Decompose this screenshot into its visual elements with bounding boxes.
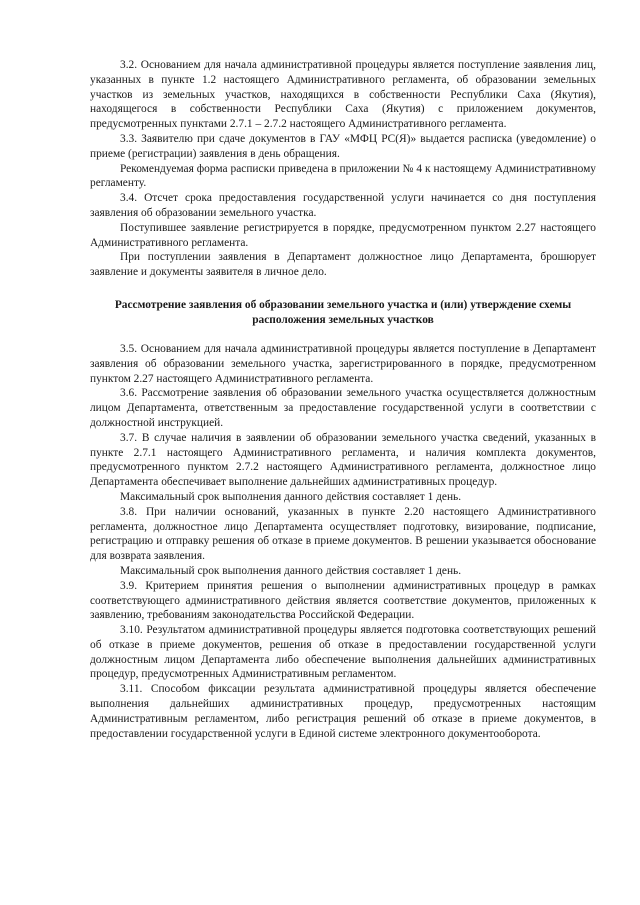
section-review	[90, 342, 596, 742]
paragraph-personal-file: При поступлении заявления в Департамент должностное лицо Департамента, брошюрует заявление и документы заявителя в личное дело.	[90, 251, 596, 279]
paragraph-3-11: 3.11. Способом фиксации результата административной процедуры является обеспечение выполнения дальнейших административных процедур, предусмотренных настоящим Административным регламентом, либо регистрация решений об отказе в приеме документов, в предоставлении государственной услуги в Единой системе электронного документооборота.	[90, 683, 596, 740]
paragraph-registration: Поступившее заявление регистрируется в порядке, предусмотренном пунктом 2.27 настоящего Административного регламента.	[90, 221, 596, 249]
paragraph-3-4: 3.4. Отсчет срока предоставления государственной услуги начинается со дня поступления заявления об образовании земельного участка.	[90, 192, 596, 219]
paragraph-3-5: 3.5. Основанием для начала административной процедуры является поступление в Департамент заявления об образовании земельного участка, зарегистрированного в порядке, предусмотренном пунктом 2.27 настоящего Административного регламента.	[90, 342, 596, 385]
paragraph-receipt-form: Рекомендуемая форма расписки приведена в приложении № 4 к настоящему Административному регламенту.	[90, 162, 596, 190]
paragraph-3-3: 3.3. Заявителю при сдаче документов в ГАУ «МФЦ РС(Я)» выдается расписка (уведомление) о приеме (регистрации) заявления в день обращения.	[90, 132, 596, 160]
paragraph-3-8: 3.8. При наличии оснований, указанных в пункте 2.20 настоящего Административного регламента, должностное лицо Департамента осуществляет подготовку, визирование, подписание, регистрацию и отправку решения об отказе в приеме документов. В решении указывается обоснование для возврата заявления.	[90, 505, 596, 563]
section-intake	[90, 58, 596, 280]
paragraph-max-term-1: Максимальный срок выполнения данного действия составляет 1 день.	[120, 490, 462, 503]
paragraph-3-6: 3.6. Рассмотрение заявления об образовании земельного участка осуществляется должностным лицом Департамента, ответственным за предоставление государственной услуги в соответствии с должностной инструкцией.	[90, 387, 596, 429]
paragraph-3-10: 3.10. Результатом административной процедуры является подготовка соответствующих решений об отказе в приеме документов, решения об отказе в предоставлении государственной услуги должностным лицом Департамента либо обеспечение выполнения дальнейших административных процедур, предусмотренных Административным регламентом.	[90, 624, 596, 681]
paragraph-max-term-2: Максимальный срок выполнения данного действия составляет 1 день.	[120, 564, 462, 577]
paragraph-3-7: 3.7. В случае наличия в заявлении об образовании земельного участка сведений, указанных в пункте 2.7.1 настоящего Административного регламента, и наличия комплекта документов, предусмотренного пунктом 2.7.2 настоящего Административного регламента, должностное лицо Департамента обеспечивает выполнение дальнейших административных процедур.	[90, 431, 596, 489]
section-heading: Рассмотрение заявления об образовании земельного участка и (или) утверждение схемы расположения земельных участков	[114, 298, 572, 326]
paragraph-3-9: 3.9. Критерием принятия решения о выполнении административных процедур в рамках соответствующего административного действия является соответствие документов, приложенных к заявлению, требованиям законодательства Российской Федерации.	[90, 579, 596, 622]
paragraph-3-2: 3.2. Основанием для начала административной процедуры является поступление заявления лиц, указанных в пункте 1.2 настоящего Административного регламента, об образовании земельных участков из земельных участков, находящихся в собственности Республики Саха (Якутия), находящегося в собственности Республики Саха (Якутия) с приложением документов, предусмотренных пунктами 2.7.1 – 2.7.2 настоящего Административного регламента.	[90, 59, 596, 131]
